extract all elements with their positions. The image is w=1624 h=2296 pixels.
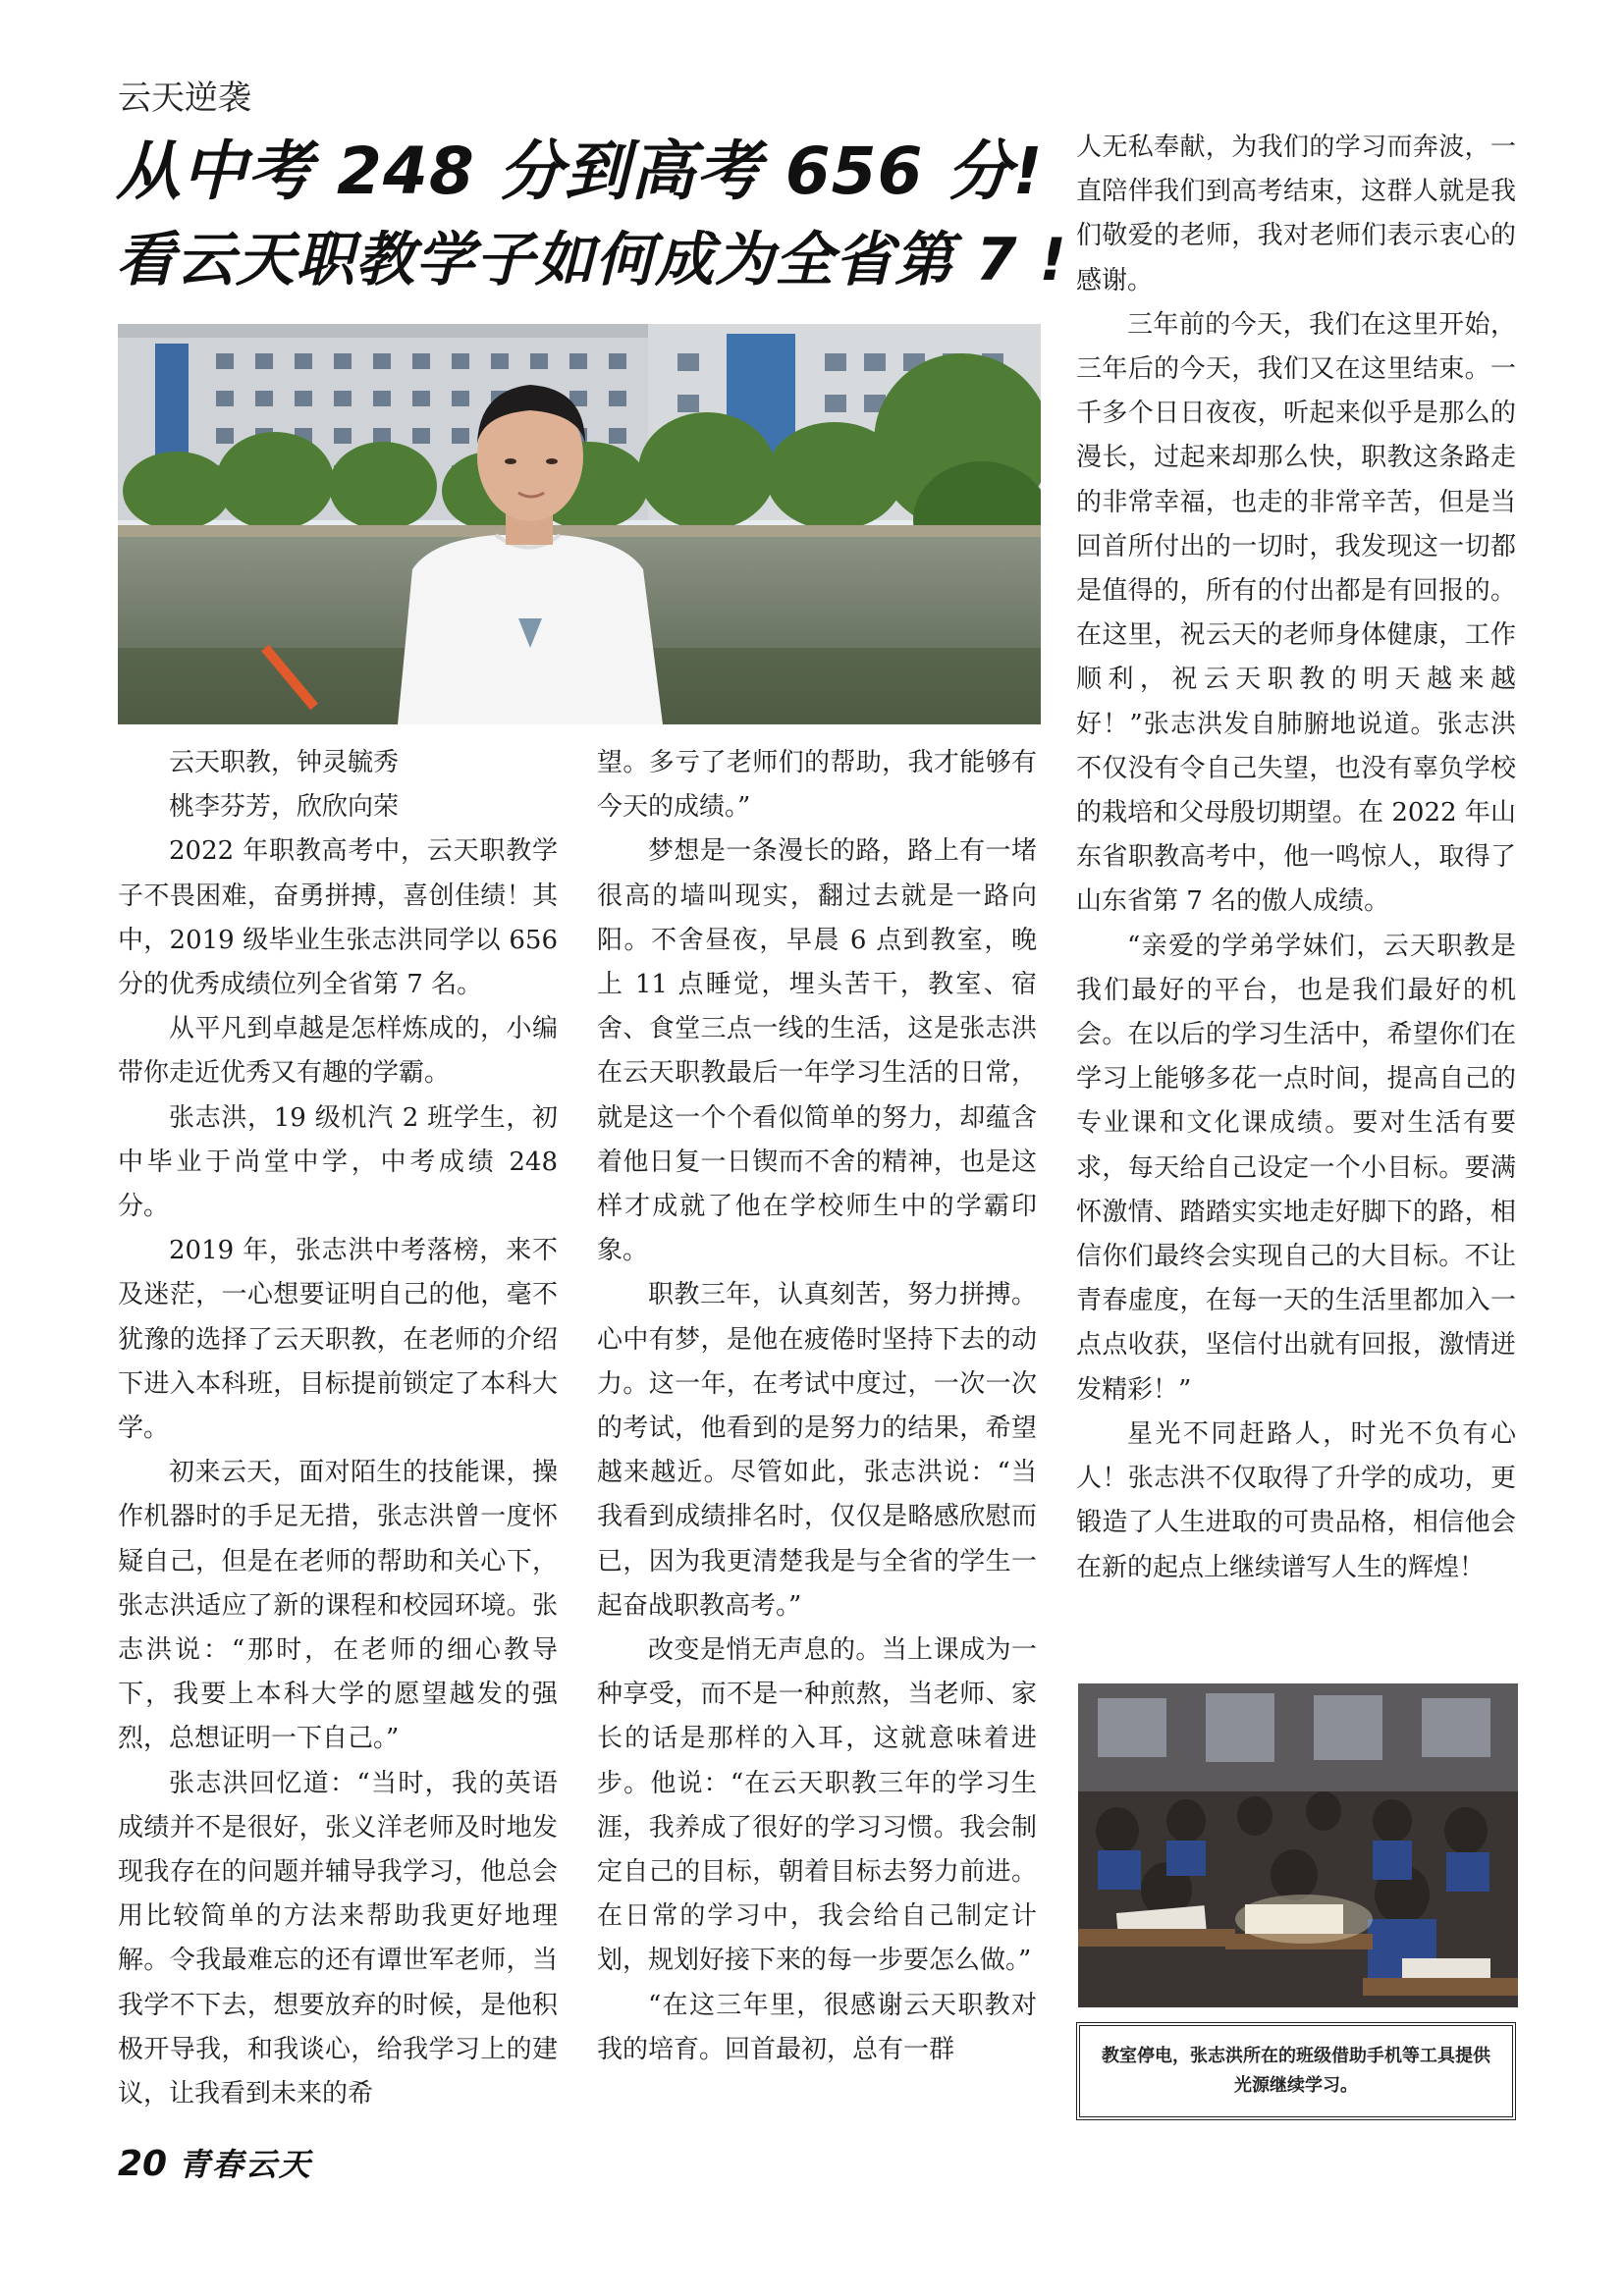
headline bbox=[116, 128, 1067, 304]
paragraph: 2019 年，张志洪中考落榜，来不及迷茫，一心想要证明自己的他，毫不犹豫的选择了云天职教，在老师的介绍下进入本科班，目标提前锁定了本科大学。 bbox=[118, 1236, 558, 1444]
intro-verse-1: 云天职教，钟灵毓秀 bbox=[169, 748, 400, 777]
paragraph: 改变是悄无声息的。当上课成为一种享受，而不是一种煎熬，当老师、家长的话是那样的入耳，这就意味着进步。他说：“在云天职教三年的学习生涯，我养成了很好的学习习惯。我会制定自己的目标，朝着目标去努力前进。在日常的学习中，我会给自己制定计划，规划好接下来的每一步要怎么做。” bbox=[597, 1635, 1037, 1976]
magazine-name: 青春云天 bbox=[178, 2146, 312, 2183]
student-portrait-photo bbox=[118, 324, 1041, 724]
headline-line-2: 看云天职教学子如何成为全省第 7 ! bbox=[116, 226, 1067, 294]
paragraph-continued: 望。多亏了老师们的帮助，我才能够有今天的成绩。” bbox=[597, 748, 1037, 823]
article-column-1 bbox=[118, 741, 558, 2116]
headline-line-1: 从中考 248 分到高考 656 分! bbox=[116, 133, 1044, 209]
paragraph: 梦想是一条漫长的路，路上有一堵很高的墙叫现实，翻过去就是一路向阳。不舍昼夜，早晨 6 点到教室，晚上 11 点睡觉，埋头苦干，教室、宿舍、食堂三点一线的生活，这是张志洪在云天职教最后一年学习生活的日常，就是这一个个看似简单的努力，却蕴含着他日复一日锲而不舍的精神，也是这样才成就了他在学校师生中的学霸印象。 bbox=[597, 836, 1037, 1266]
paragraph: 职教三年，认真刻苦，努力拼搏。心中有梦，是他在疲倦时坚持下去的动力。这一年，在考试中度过，一次一次的考试，他看到的是努力的结果，希望越来越近。尽管如此，张志洪说：“当我看到成绩排名时，仅仅是略感欣慰而已，因为我更清楚我是与全省的学生一起奋战职教高考。” bbox=[597, 1280, 1037, 1621]
classroom-photo bbox=[1078, 1683, 1518, 2007]
paragraph: 2022 年职教高考中，云天职教学子不畏困难，奋勇拼搏，喜创佳绩！其中，2019 级毕业生张志洪同学以 656 分的优秀成绩位列全省第 7 名。 bbox=[118, 836, 558, 1000]
paragraph-continued: 人无私奉献，为我们的学习而奔波，一直陪伴我们到高考结束，这群人就是我们敬爱的老师，我对老师们表示衷心的感谢。 bbox=[1076, 133, 1516, 295]
paragraph: 从平凡到卓越是怎样炼成的，小编带你走近优秀又有趣的学霸。 bbox=[118, 1014, 558, 1089]
page-footer bbox=[118, 2140, 312, 2185]
article-column-2 bbox=[597, 741, 1037, 2072]
paragraph: 张志洪回忆道：“当时，我的英语成绩并不是很好，张义洋老师及时地发现我存在的问题并辅导我学习，他总会用比较简单的方法来帮助我更好地理解。令我最难忘的还有谭世军老师，当我学不下去，想要放弃的时候，是他积极开导我，和我谈心，给我学习上的建议，让我看到未来的希 bbox=[118, 1768, 558, 2109]
paragraph: 张志洪，19 级机汽 2 班学生，初中毕业于尚堂中学，中考成绩 248 分。 bbox=[118, 1102, 558, 1222]
paragraph: “在这三年里，很感谢云天职教对我的培育。回首最初，总有一群 bbox=[597, 1990, 1037, 2064]
paragraph: 三年前的今天，我们在这里开始，三年后的今天，我们又在这里结束。一千多个日日夜夜，听起来似乎是那么的漫长，过起来却那么快，职教这条路走的非常幸福，也走的非常辛苦，但是当回首所付出的一切时，我发现这一切都是值得的，所有的付出都是有回报的。在这里，祝云天的老师身体健康，工作顺利，祝云天职教的明天越来越好！”张志洪发自肺腑地说道。张志洪不仅没有令自己失望，也没有辜负学校的栽培和父母殷切期望。在 2022 年山东省职教高考中，他一鸣惊人，取得了山东省第 7 名的傲人成绩。 bbox=[1076, 309, 1516, 917]
intro-verse-2: 桃李芬芳，欣欣向荣 bbox=[169, 792, 400, 823]
page-number: 20 bbox=[118, 2144, 168, 2184]
section-label: 云天逆袭 bbox=[118, 79, 251, 118]
article-column-3 bbox=[1076, 126, 1516, 1590]
paragraph: “亲爱的学弟学妹们，云天职教是我们最好的平台，也是我们最好的机会。在以后的学习生活中，希望你们在学习上能够多花一点时间，提高自己的专业课和文化课成绩。要对生活有要求，每天给自己设定一个小目标。要满怀激情、踏踏实实地走好脚下的路，相信你们最终会实现自己的大目标。不让青春虚度，在每一天的生活里都加入一点点收获，坚信付出就有回报，激情迸发精彩！” bbox=[1076, 931, 1516, 1405]
paragraph: 初来云天，面对陌生的技能课，操作机器时的手足无措，张志洪曾一度怀疑自己，但是在老师的帮助和关心下，张志洪适应了新的课程和校园环境。张志洪说：“那时，在老师的细心教导下，我要上本科大学的愿望越发的强烈，总想证明一下自己。” bbox=[118, 1458, 558, 1754]
photo-caption: 教室停电，张志洪所在的班级借助手机等工具提供光源继续学习。 bbox=[1076, 2022, 1516, 2120]
paragraph: 星光不同赶路人，时光不负有心人！张志洪不仅取得了升学的成功，更锻造了人生进取的可贵品格，相信他会在新的起点上继续谱写人生的辉煌！ bbox=[1076, 1418, 1516, 1582]
